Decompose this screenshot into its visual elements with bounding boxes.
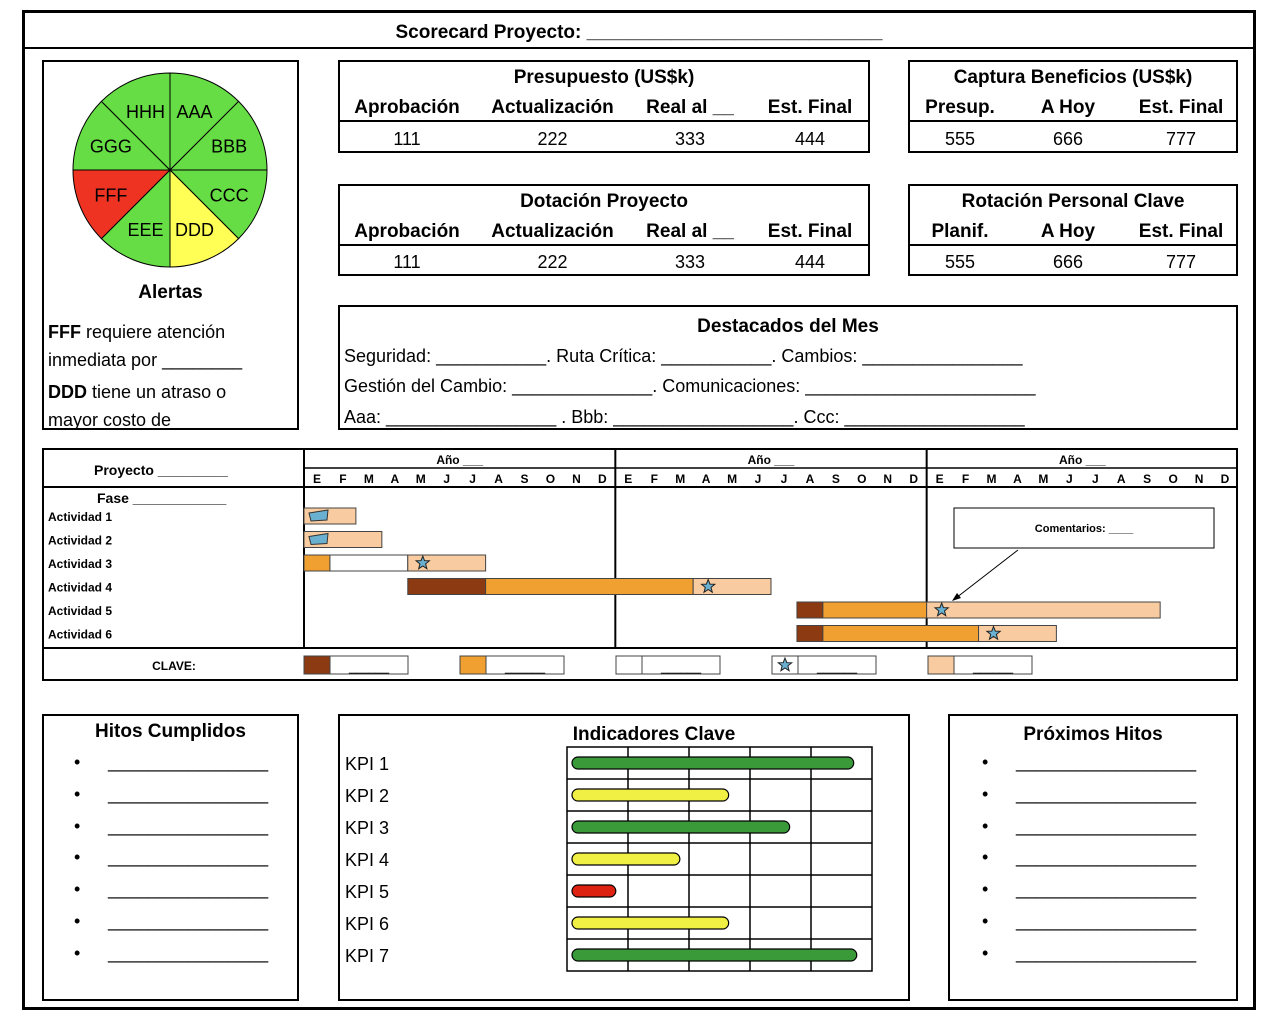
milestones-next-title: Próximos Hitos <box>1023 724 1163 745</box>
bullet-icon: • <box>982 847 989 868</box>
gantt-month-label: N <box>883 472 893 486</box>
staffing-table <box>338 184 870 276</box>
page-title: Scorecard Proyecto: ____________________________ <box>395 22 883 43</box>
gantt-bar-remaining <box>330 555 408 571</box>
milestone-done-item[interactable]: ________________ <box>108 847 269 868</box>
gantt-key-swatch <box>928 656 954 674</box>
bullet-icon: • <box>982 752 989 772</box>
pie-slice-label: HHH <box>126 101 166 122</box>
kpi-label: KPI 1 <box>345 754 390 774</box>
milestone-done-item[interactable]: ________________ <box>108 783 269 804</box>
alert-fff-text1: requiere atención <box>81 322 226 342</box>
gantt-key-swatch <box>460 656 486 674</box>
bullet-icon: • <box>982 879 989 900</box>
gantt-key-blank: ______ <box>816 660 858 674</box>
gantt-month-label: N <box>1194 472 1204 486</box>
pie-slice-label: EEE <box>127 220 164 241</box>
gantt-month-label: S <box>831 472 840 486</box>
gantt-project-label: Proyecto _________ <box>94 462 228 478</box>
rotation-value: 777 <box>1165 252 1197 272</box>
gantt-comment-arrowhead <box>952 593 961 601</box>
gantt-key-swatch <box>616 656 642 674</box>
staffing-header: Est. Final <box>767 221 853 242</box>
gantt-month-label: F <box>650 472 658 486</box>
gantt-key-blank: ______ <box>660 660 702 674</box>
bullet-icon: • <box>74 752 81 772</box>
gantt-month-label: A <box>701 472 711 486</box>
rotation-value: 555 <box>944 252 976 272</box>
bullet-icon: • <box>74 879 81 900</box>
milestone-next-item[interactable]: __________________ <box>1016 783 1197 804</box>
gantt-key-blank: ______ <box>504 660 546 674</box>
budget-header: Actualización <box>491 97 614 118</box>
milestones-next-panel <box>948 714 1238 1001</box>
gantt-month-label: M <box>363 472 374 486</box>
milestone-next-item[interactable]: __________________ <box>1016 815 1197 836</box>
staffing-value: 222 <box>537 252 568 272</box>
gantt-month-label: F <box>339 472 347 486</box>
gantt-chart <box>42 448 1238 681</box>
milestones-done-title: Hitos Cumplidos <box>95 721 246 742</box>
gantt-bar-progress <box>823 602 927 618</box>
gantt-month-label: S <box>1143 472 1152 486</box>
gantt-comment-arrow <box>956 550 1018 598</box>
kpi-label: KPI 5 <box>345 882 390 902</box>
gantt-month-label: D <box>1220 472 1230 486</box>
rotation-header: Planif. <box>931 221 989 242</box>
benefits-title: Captura Beneficios (US$k) <box>953 67 1193 88</box>
kpi-label: KPI 7 <box>345 946 390 966</box>
kpi-bar <box>572 949 857 961</box>
gantt-month-label: J <box>754 472 762 486</box>
highlights-line3: Aaa: _________________ . Bbb: __________________. Ccc: __________________ <box>344 407 1025 427</box>
alert-ddd-key: DDD <box>48 382 87 402</box>
rotation-header: A Hoy <box>1040 221 1096 242</box>
gantt-bar-done <box>408 579 486 595</box>
milestone-done-item[interactable]: ________________ <box>108 752 269 772</box>
benefits-header: A Hoy <box>1040 97 1096 118</box>
highlights-line1: Seguridad: ___________. Ruta Crítica: ___________. Cambios: ________________ <box>344 346 1023 366</box>
kpi-bar <box>572 853 680 865</box>
gantt-month-label: E <box>935 472 944 486</box>
gantt-month-label: J <box>469 472 476 486</box>
gantt-svg <box>44 450 1236 679</box>
gantt-key-label: CLAVE: <box>152 659 196 673</box>
alert-ddd-text2: mayor costo de _____ <box>48 410 227 430</box>
gantt-month-label: J <box>1091 472 1099 486</box>
budget-value: 444 <box>794 129 826 149</box>
gantt-activity-label: Actividad 2 <box>48 533 113 548</box>
highlights-line2: Gestión del Cambio: ______________. Comunicaciones: _______________________ <box>344 376 1036 396</box>
kpi-bar <box>572 757 854 769</box>
gantt-year-label: Año ___ <box>1058 453 1106 467</box>
bullet-icon: • <box>982 942 989 963</box>
gantt-phase-label: Fase ____________ <box>97 490 227 506</box>
gantt-month-label: N <box>572 472 581 486</box>
staffing-header: Real al __ <box>646 221 734 242</box>
gantt-month-label: A <box>390 472 400 486</box>
kpi-bar <box>572 821 790 833</box>
staffing-header: Actualización <box>491 221 614 242</box>
gantt-month-label: J <box>1066 472 1073 486</box>
gantt-key-blank: ______ <box>348 660 390 674</box>
bullet-icon: • <box>74 847 81 868</box>
milestone-done-item[interactable]: ________________ <box>108 942 269 963</box>
benefits-value: 777 <box>1165 129 1197 149</box>
milestones-done-panel <box>42 714 299 1001</box>
kpi-bar <box>572 917 729 929</box>
gantt-month-label: M <box>727 472 738 486</box>
bullet-icon: • <box>74 815 81 836</box>
budget-value: 333 <box>674 129 706 149</box>
kpi-panel <box>338 714 910 1001</box>
gantt-activity-label: Actividad 3 <box>48 557 113 571</box>
kpi-chart <box>340 716 908 999</box>
bullet-icon: • <box>982 911 989 931</box>
gantt-month-label: O <box>1168 472 1178 486</box>
gantt-month-label: A <box>805 472 815 486</box>
kpi-label: KPI 6 <box>345 914 390 934</box>
kpi-bar <box>572 885 616 897</box>
alert-fff-text2: inmediata por ________ <box>48 350 243 370</box>
gantt-month-label: D <box>598 472 607 486</box>
milestone-done-item[interactable]: ________________ <box>108 815 269 836</box>
kpi-bar <box>572 789 729 801</box>
alerts-title: Alertas <box>138 282 203 303</box>
benefits-header: Presup. <box>925 97 995 118</box>
gantt-activity-label: Actividad 4 <box>48 580 113 595</box>
highlights-title: Destacados del Mes <box>697 316 879 337</box>
alerts-panel <box>42 60 299 430</box>
gantt-bar-done <box>797 626 823 642</box>
benefits-value: 666 <box>1052 129 1084 149</box>
gantt-month-label: J <box>443 472 451 486</box>
staffing-title: Dotación Proyecto <box>520 191 688 212</box>
budget-header: Aprobación <box>354 97 460 118</box>
gantt-month-label: M <box>675 472 686 486</box>
pie-slice-label: DDD <box>174 220 214 241</box>
benefits-table <box>908 60 1238 153</box>
milestone-next-item[interactable]: __________________ <box>1016 879 1197 900</box>
gantt-comment-text: Comentarios: ____ <box>1034 523 1134 535</box>
gantt-bar-planned <box>927 602 1160 618</box>
staffing-header: Aprobación <box>354 221 460 242</box>
gantt-month-label: E <box>624 472 633 486</box>
alert-ddd-text1: tiene un atraso o <box>87 382 227 402</box>
gantt-bar-done <box>797 602 823 618</box>
milestone-done-item[interactable]: ________________ <box>108 879 269 900</box>
alert-fff <box>48 318 242 374</box>
rotation-title: Rotación Personal Clave <box>961 191 1185 212</box>
gantt-month-label: D <box>909 472 919 486</box>
gantt-bar-progress <box>304 555 330 571</box>
gantt-month-label: E <box>312 472 321 486</box>
pie-slice-label: BBB <box>211 136 248 157</box>
pie-slice-label: AAA <box>176 101 213 122</box>
rotation-table <box>908 184 1238 276</box>
gantt-month-label: S <box>520 472 529 486</box>
pie-slice-label: FFF <box>94 185 128 206</box>
gantt-activity-label: Actividad 1 <box>48 510 113 524</box>
milestone-done-item[interactable]: ________________ <box>108 911 269 931</box>
bullet-icon: • <box>982 783 989 804</box>
benefits-header: Est. Final <box>1138 97 1224 118</box>
gantt-bar-progress <box>823 626 979 642</box>
gantt-bar-progress <box>486 579 694 595</box>
gantt-key-swatch <box>304 656 330 674</box>
alert-fff-key: FFF <box>48 322 81 342</box>
budget-title: Presupuesto (US$k) <box>513 67 695 88</box>
rotation-header: Est. Final <box>1138 221 1224 242</box>
pie-slice-label: CCC <box>209 185 249 206</box>
milestone-next-item[interactable]: __________________ <box>1016 942 1197 963</box>
bullet-icon: • <box>74 942 81 963</box>
gantt-month-label: M <box>1038 472 1049 486</box>
budget-value: 222 <box>537 129 568 149</box>
budget-value: 111 <box>393 129 421 149</box>
bullet-icon: • <box>74 911 81 931</box>
alerts-pie <box>70 70 270 270</box>
staffing-value: 444 <box>794 252 826 272</box>
milestone-next-item[interactable]: __________________ <box>1016 911 1197 931</box>
gantt-month-label: A <box>494 472 503 486</box>
gantt-month-label: J <box>780 472 788 486</box>
rotation-separator <box>910 244 1236 246</box>
benefits-separator <box>910 120 1236 122</box>
gantt-month-label: M <box>986 472 997 486</box>
milestone-next-item[interactable]: __________________ <box>1016 752 1197 772</box>
gantt-activity-label: Actividad 6 <box>48 627 113 642</box>
gantt-month-label: O <box>545 472 556 486</box>
gantt-month-label: O <box>857 472 867 486</box>
gantt-month-label: M <box>415 472 426 486</box>
rotation-value: 666 <box>1052 252 1084 272</box>
gantt-key-blank: ______ <box>972 660 1014 674</box>
milestone-next-item[interactable]: __________________ <box>1016 847 1197 868</box>
budget-header: Real al __ <box>646 97 734 118</box>
budget-separator <box>340 120 868 122</box>
bullet-icon: • <box>982 815 989 836</box>
highlights-panel <box>338 305 1238 430</box>
kpi-label: KPI 2 <box>345 786 390 806</box>
staffing-separator <box>340 244 868 246</box>
gantt-month-label: F <box>961 472 970 486</box>
budget-table <box>338 60 870 153</box>
alert-ddd <box>48 378 226 434</box>
staffing-value: 333 <box>674 252 706 272</box>
budget-header: Est. Final <box>767 97 853 118</box>
benefits-value: 555 <box>944 129 976 149</box>
gantt-year-label: Año ___ <box>747 453 795 467</box>
pie-slice-label: GGG <box>89 136 132 157</box>
gantt-year-label: Año ___ <box>436 453 484 467</box>
gantt-month-label: A <box>1013 472 1022 486</box>
title-divider <box>22 47 1256 49</box>
kpi-label: KPI 3 <box>345 818 390 838</box>
staffing-value: 111 <box>393 252 421 272</box>
kpi-label: KPI 4 <box>345 850 390 870</box>
gantt-month-label: A <box>1116 472 1126 486</box>
kpi-title: Indicadores Clave <box>572 724 736 745</box>
gantt-activity-label: Actividad 5 <box>48 604 113 618</box>
bullet-icon: • <box>74 783 81 804</box>
